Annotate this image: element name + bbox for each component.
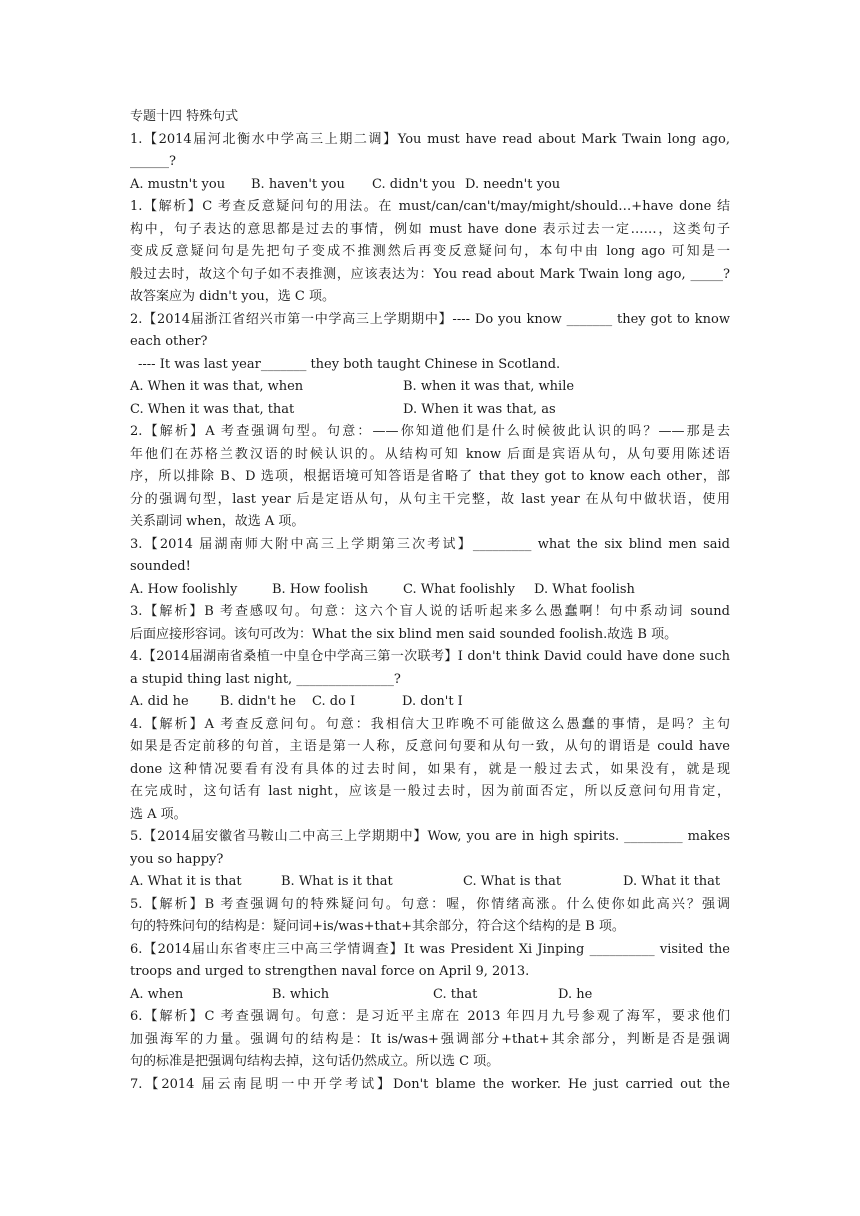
answer-1-line: 1.【解析】C 考查反意疑问句的用法。在 must/can/can't/may/might/should…+have done 结	[130, 199, 730, 214]
answer-5-line: 句的特殊问句的结构是：疑问词+is/was+that+其余部分，符合这个结构的是 B 项。	[130, 919, 625, 934]
answer-6-line: 加强海军的力量。强调句的结构是：It is/was+强调部分+that+其余部分，判断是否是强调	[130, 1031, 730, 1047]
option-a: A. How foolishly	[130, 581, 238, 597]
answer-4-line: 4.【解析】A 考查反意问句。句意：我相信大卫昨晚不可能做这么愚蠢的事情，是吗？主句	[130, 716, 730, 732]
option-b: B. didn't he	[220, 694, 296, 709]
option-a: A. did he	[130, 694, 189, 709]
option-c: C. When it was that, that	[130, 401, 295, 417]
option-b: B. which	[272, 986, 330, 1002]
option-d: D. What foolish	[534, 581, 635, 597]
question-2-options-row-2	[130, 399, 730, 422]
option-a: A. mustn't you	[130, 176, 226, 192]
option-c: C. What is that	[463, 874, 562, 889]
question-2-reply: ---- It was last year_______ they both taught Chinese in Scotland.	[138, 356, 561, 372]
question-3-stem-cont: sounded!	[130, 559, 191, 574]
option-a: A. When it was that, when	[130, 379, 304, 394]
answer-1-line: 变成反意疑问句是先把句子变成不推测然后再变反意疑问句，本句中由 long ago 可知是一	[130, 244, 730, 259]
answer-1-line: 构中，句子表达的意思都是过去的事情，例如 must have done 表示过去一定……，这类句子	[130, 221, 730, 237]
option-a: A. What it is that	[130, 874, 242, 889]
question-3-options	[130, 579, 730, 602]
question-6-stem: 6.【2014届山东省枣庄三中高三学情调查】It was President Xi Jinping __________ visited the	[130, 941, 730, 957]
option-c: C. didn't you	[372, 176, 456, 192]
question-4-stem: 4.【2014届湖南省桑植一中皇仓中学高三第一次联考】I don't think David could have done such	[130, 649, 730, 664]
option-c: C. do I	[312, 694, 356, 709]
question-7-stem: 7.【2014 届云南昆明一中开学考试】Don't blame the worker. He just carried out the	[130, 1076, 730, 1092]
option-b: B. How foolish	[272, 581, 369, 597]
page-title: 专题十四 特殊句式	[130, 109, 239, 124]
question-2-stem-cont: each other?	[130, 334, 208, 349]
question-5-stem: 5.【2014届安徽省马鞍山二中高三上学期期中】Wow, you are in high spirits. _________ makes	[130, 829, 730, 844]
option-d: D. What it that	[623, 874, 721, 889]
option-c: C. that	[433, 986, 478, 1002]
answer-1-line: 故答案应为 didn't you，选 C 项。	[130, 289, 335, 304]
answer-3-line: 后面应接形容词。该句可改为：What the six blind men said sounded foolish.故选 B 项。	[130, 626, 678, 642]
question-3-stem: 3.【2014 届湖南师大附中高三上学期第三次考试】_________ what the six blind men said	[130, 536, 730, 552]
answer-4-line: 选 A 项。	[130, 806, 187, 822]
answer-4-line: done 这种情况要看有没有具体的过去时间，如果有，就是一般过去式，如果没有，就是现	[130, 761, 730, 777]
question-5-stem-cont: you so happy?	[130, 851, 224, 867]
question-5-options	[130, 871, 730, 894]
question-1-options	[130, 174, 730, 197]
question-4-stem-cont: a stupid thing last night, _______________?	[130, 671, 401, 687]
answer-2-line: 2.【解析】A 考查强调句型。句意：——你知道他们是什么时候彼此认识的吗？——那是去	[130, 424, 730, 439]
question-2-stem: 2.【2014届浙江省绍兴市第一中学高三上学期期中】---- Do you know _______ they got to know	[130, 311, 730, 327]
answer-2-line: 序，所以排除 B、D 选项，根据语境可知答语是省略了 that they got to know each other，部	[130, 469, 730, 484]
answer-4-line: 在完成时，这句话有 last night，应该是一般过去时，因为前面否定，所以反意问句用肯定，	[130, 784, 730, 799]
document-page	[130, 106, 730, 1096]
answer-6-line: 句的标准是把强调句结构去掉，这句话仍然成立。所以选 C 项。	[130, 1054, 500, 1069]
question-2-options-row-1	[130, 376, 730, 399]
option-a: A. when	[130, 986, 184, 1002]
answer-2-line: 年他们在苏格兰教汉语的时候认识的。从结构可知 know 后面是宾语从句，从句要用陈述语	[130, 446, 730, 462]
answer-1-line: 般过去时，故这个句子如不表推测，应该表达为：You read about Mark Twain long ago, _____?	[130, 266, 730, 282]
answer-2-line: 关系副词 when，故选 A 项。	[130, 514, 305, 529]
answer-6-line: 6.【解析】C 考查强调句。句意：是习近平主席在 2013 年四月九号参观了海军，要求他们	[130, 1009, 730, 1024]
option-d: D. needn't you	[465, 176, 561, 192]
answer-3-line: 3.【解析】B 考查感叹句。句意：这六个盲人说的话听起来多么愚蠢啊！句中系动词 sound	[130, 604, 730, 619]
question-6-stem-cont: troops and urged to strengthen naval force on April 9, 2013.	[130, 964, 530, 979]
option-b: B. What is it that	[281, 874, 393, 889]
answer-2-line: 分的强调句型，last year 后是定语从句，从句主干完整，故 last year 在从句中做状语，使用	[130, 491, 730, 507]
option-c: C. What foolishly	[403, 581, 515, 597]
answer-5-line: 5.【解析】B 考查强调句的特殊疑问句。句意：喔，你情绪高涨。什么使你如此高兴？强调	[130, 896, 730, 912]
option-d: D. he	[558, 986, 593, 1002]
option-d: D. don't I	[402, 694, 463, 709]
question-1-stem-cont: ______?	[130, 154, 176, 169]
question-1-stem: 1.【2014届河北衡水中学高三上期二调】You must have read about Mark Twain long ago,	[130, 131, 730, 147]
option-b: B. haven't you	[251, 176, 345, 192]
question-6-options	[130, 984, 730, 1007]
option-b: B. when it was that, while	[403, 379, 575, 394]
question-4-options	[130, 691, 730, 714]
option-d: D. When it was that, as	[403, 401, 556, 417]
answer-4-line: 如果是否定前移的句首，主语是第一人称，反意问句要和从句一致，从句的谓语是 could have	[130, 739, 730, 754]
